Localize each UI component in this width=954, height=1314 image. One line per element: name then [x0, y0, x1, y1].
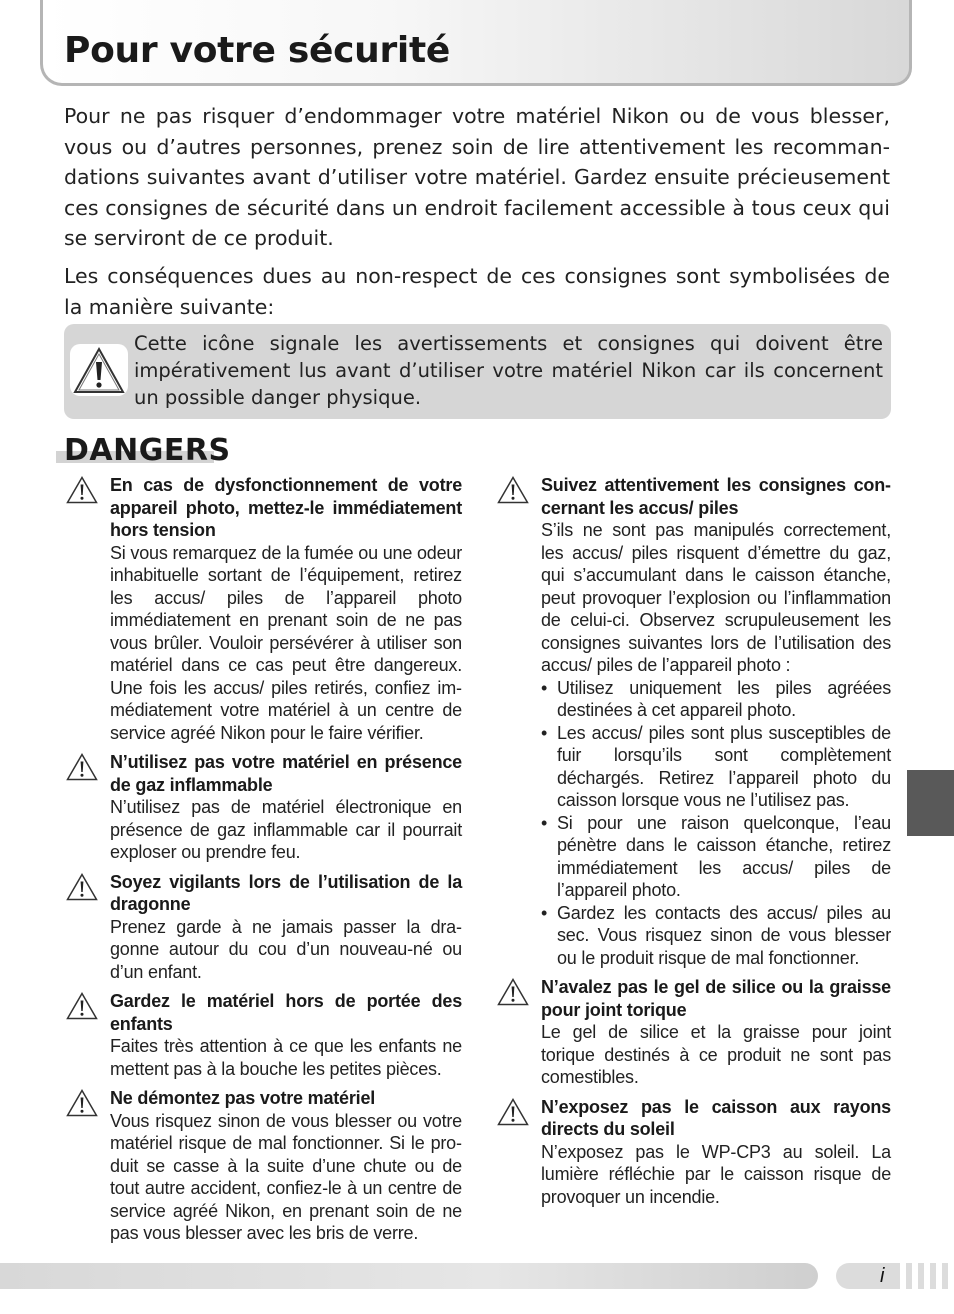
- bullet-icon: •: [541, 812, 548, 833]
- danger-heading: En cas de dysfonctionnement de votre appareil photo, mettez-le immédiatement hors tension: [110, 475, 462, 540]
- left-column: [110, 474, 462, 1252]
- danger-body: Prenez garde à ne jamais passer la dragonne autour du cou d’un nouveau-né ou d’un enfant.: [110, 916, 462, 982]
- list-item-text: Si pour une raison quelconque, l’eau pénètre dans le caisson étanche, retirez immédiatement les accus/ piles de l’appareil photo.: [557, 812, 891, 900]
- warning-icon: [66, 992, 98, 1020]
- bullet-icon: •: [541, 722, 548, 743]
- danger-item: [110, 990, 462, 1080]
- danger-item: [541, 1096, 891, 1209]
- danger-item: [110, 871, 462, 984]
- danger-body: S’ils ne sont pas manipulés correctement, les accus/ piles risquent d’émettre du gaz, qui s’accumulant dans le caisson étanche, peut provoquer l’explosion ou l’inflammation de celui-ci. Observez scrupuleusement les consignes suivantes lors de l’utilisation des accus/ piles de l’appareil photo :: [541, 520, 891, 675]
- list-item-text: Les accus/ piles sont plus susceptibles de fuir lorsqu’ils sont complètement déchargés. Retirez l’appareil photo du caisson lorsque vous ne l’utilisez pas.: [557, 722, 891, 810]
- section-heading: [56, 433, 231, 468]
- footer-stripe: [906, 1263, 912, 1289]
- bullet-icon: •: [541, 677, 548, 698]
- danger-body: N’exposez pas le WP-CP3 au soleil. La lumière réfléchie par le caisson risque de provoquer un incendie.: [541, 1141, 891, 1207]
- warning-legend-text: Cette icône signale les avertissements et consignes qui doivent être impérativement lus avant d’utiliser votre matériel Nikon car ils concernent un possible danger physique.: [134, 332, 883, 409]
- danger-body: Faites très attention à ce que les enfants ne mettent pas à la bouche les petites pièces.: [110, 1036, 462, 1079]
- danger-item: [110, 751, 462, 864]
- warning-icon: [66, 753, 98, 781]
- list-item-text: Utilisez uniquement les piles agréées destinées à cet appareil photo.: [557, 677, 891, 720]
- footer-stripe: [942, 1263, 948, 1289]
- danger-heading: Ne démontez pas votre matériel: [110, 1088, 376, 1108]
- danger-item: [541, 474, 891, 969]
- page-title: Pour votre sécurité: [64, 30, 450, 71]
- danger-item: [110, 474, 462, 744]
- warning-icon: [66, 873, 98, 901]
- footer-page-pill: [836, 1263, 900, 1289]
- section-heading-text: DANGERS: [64, 433, 231, 468]
- danger-body: Le gel de silice et la graisse pour joint torique destinés à ce produit ne sont pas comestibles.: [541, 1022, 891, 1087]
- warning-icon: [497, 1098, 529, 1126]
- danger-heading: N’exposez pas le caisson aux rayons directs du soleil: [541, 1096, 891, 1139]
- list-item: [541, 902, 891, 970]
- warning-icon: [66, 476, 98, 504]
- danger-item: [110, 1087, 462, 1245]
- warning-icon: [497, 476, 529, 504]
- warning-legend-box: [64, 324, 891, 419]
- page-number: i: [880, 1265, 885, 1287]
- list-item: [541, 722, 891, 812]
- intro-paragraph-1: Pour ne pas risquer d’endommager votre matériel Nikon ou de vous blesser, vous ou d’autres personnes, prenez soin de lire attentivement les recommandations suivantes avant d’utiliser votre matériel. Gardez ensuite précieusement ces consignes de sécurité dans un endroit facilement accessible à tous ceux qui se serviront de ce produit.: [64, 104, 890, 250]
- list-item: [541, 812, 891, 902]
- danger-body: Vous risquez sinon de vous blesser ou votre matériel risque de mal fonctionner. Si le produit se casse à la suite d’une chute ou de tout autre accident, confiez-le à un centre de service agréé Nikon, en prenant soin de ne pas vous blesser avec les bris de verre.: [110, 1110, 462, 1243]
- danger-body: Si vous remarquez de la fumée ou une odeur inhabituelle sortant de l’équipement, retirez les accus/ piles de l’appareil photo immédiatement en prenant soin de ne pas vous brûler. Vouloir persévérer à utiliser son matériel dans ce cas peut être dangereux. Une fois les accus/ piles retirés, confiez immédiatement votre matériel à un centre de service agréé Nikon pour le faire vérifier.: [110, 542, 462, 743]
- battery-bullet-list: [541, 677, 891, 970]
- danger-heading: Suivez attentivement les consignes concernant les accus/ piles: [541, 475, 891, 518]
- intro-paragraph-2: Les conséquences dues au non-respect de ces consignes sont symbolisées de la manière suivante:: [64, 264, 890, 319]
- footer-stripe: [930, 1263, 936, 1289]
- danger-heading: N’utilisez pas votre matériel en présence de gaz inflammable: [110, 752, 462, 795]
- list-item-text: Gardez les contacts des accus/ piles au sec. Vous risquez sinon de vous blesser ou le produit risque de mal fonctionner.: [557, 902, 891, 968]
- danger-body: N’utilisez pas de matériel électronique en présence de gaz inflammable car il pourrait exploser ou prendre feu.: [110, 797, 462, 862]
- footer-bar: [0, 1263, 818, 1289]
- warning-icon: [70, 344, 128, 396]
- warning-icon: [497, 978, 529, 1006]
- chapter-side-tab: [907, 770, 954, 836]
- danger-heading: N’avalez pas le gel de silice ou la graisse pour joint torique: [541, 977, 891, 1020]
- danger-heading: Soyez vigilants lors de l’utilisation de la dragonne: [110, 871, 462, 914]
- warning-icon: [66, 1089, 98, 1117]
- list-item: [541, 677, 891, 722]
- danger-heading: Gardez le matériel hors de portée des enfants: [110, 991, 462, 1034]
- bullet-icon: •: [541, 902, 548, 923]
- footer-stripe: [918, 1263, 924, 1289]
- danger-item: [541, 976, 891, 1089]
- right-column: [541, 474, 891, 1215]
